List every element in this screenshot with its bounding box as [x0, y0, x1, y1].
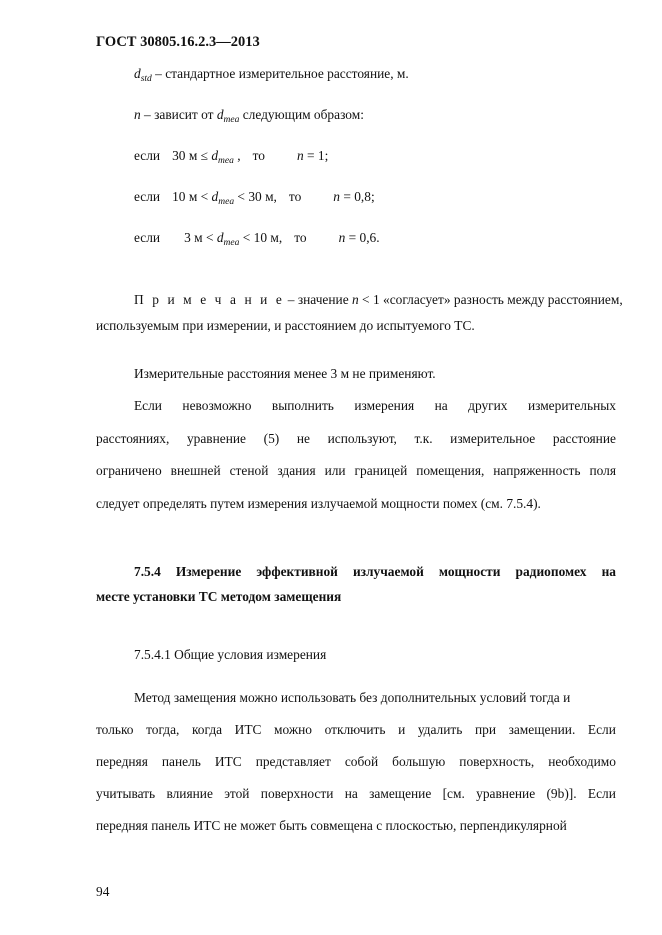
word: Если	[587, 722, 616, 737]
word: передняя	[96, 754, 148, 769]
word: можно	[274, 722, 312, 737]
section-heading-line-2: месте установки ТС методом замещения	[96, 589, 342, 604]
word: представляет	[255, 754, 331, 769]
word: других	[468, 398, 508, 413]
condition-value: = 0,8;	[339, 189, 375, 204]
word: ИТС	[214, 754, 242, 769]
condition-n: n	[338, 230, 346, 245]
condition-value: = 0,6.	[345, 230, 380, 245]
word: учитывать	[96, 786, 156, 801]
dstd-symbol: d	[134, 66, 141, 81]
word: стеной	[229, 463, 269, 478]
note-label: П р и м е ч а н и е	[134, 292, 285, 307]
word: Измерение	[175, 564, 242, 579]
word: только	[96, 722, 134, 737]
word: замещение	[369, 786, 432, 801]
definition-dstd	[134, 66, 409, 84]
dstd-subscript: std	[140, 74, 152, 84]
word: (5)	[263, 431, 280, 446]
word: внешней	[170, 463, 221, 478]
section-number: 7.5.4	[134, 564, 161, 579]
dmea-subscript: mea	[223, 115, 240, 125]
condition-d: d	[216, 230, 224, 245]
word: при	[474, 722, 496, 737]
document-header: ГОСТ 30805.16.2.3—2013	[96, 34, 260, 50]
word: Если	[587, 786, 616, 801]
note-line-1	[134, 292, 623, 308]
note-line-2: используемым при измерении, и расстоянием до испытуемого ТС.	[96, 318, 475, 333]
note-text-a: – значение	[284, 292, 352, 307]
paragraph-line: следует определять путем измерения излучаемой мощности помех (см. 7.5.4).	[96, 496, 541, 511]
condition-range: 10 м <	[172, 189, 212, 204]
word: мощности	[438, 564, 501, 579]
section-heading-line-1	[134, 564, 616, 580]
word: расстояние	[552, 431, 616, 446]
dstd-text: – стандартное измерительное расстояние, м.	[151, 66, 409, 81]
word: ИТС	[234, 722, 262, 737]
word: поверхность,	[459, 754, 535, 769]
word: этой	[224, 786, 250, 801]
paragraph-line	[96, 754, 616, 770]
condition-row	[134, 189, 375, 207]
word: тогда,	[146, 722, 180, 737]
condition-row	[134, 148, 328, 166]
word: уравнение	[186, 431, 246, 446]
word: Если	[134, 398, 162, 413]
word: ограничено	[96, 463, 162, 478]
note-n-symbol: n	[352, 292, 359, 307]
n-symbol: n	[134, 107, 141, 122]
condition-d: d	[211, 148, 219, 163]
word: т.к.	[414, 431, 433, 446]
condition-if: если	[134, 148, 161, 163]
condition-if: если	[134, 230, 161, 245]
condition-value: = 1;	[303, 148, 329, 163]
paragraph-line: Метод замещения можно использовать без дополнительных условий тогда и	[134, 690, 571, 705]
condition-sub: mea	[218, 197, 235, 207]
paragraph-line	[96, 463, 616, 479]
condition-then: то	[294, 230, 307, 245]
word: эффективной	[256, 564, 338, 579]
word: измерительное	[450, 431, 536, 446]
word: на	[601, 564, 616, 579]
word: (9b)].	[546, 786, 577, 801]
condition-sub: mea	[218, 156, 234, 166]
definition-n	[134, 107, 364, 125]
subsection-heading: 7.5.4.1 Общие условия измерения	[134, 647, 327, 662]
paragraph-line	[96, 431, 616, 447]
word: панель	[161, 754, 201, 769]
word: на	[344, 786, 358, 801]
word: не	[296, 431, 310, 446]
condition-then: то	[288, 189, 302, 204]
condition-if: если	[134, 189, 161, 204]
word: используют,	[327, 431, 397, 446]
word: уравнение	[476, 786, 536, 801]
word: на	[434, 398, 448, 413]
word: необходимо	[548, 754, 616, 769]
condition-n: n	[296, 148, 304, 163]
condition-range-end: ,	[233, 148, 241, 163]
note-text-b: < 1 «согласует» разность между расстоянием,	[358, 292, 623, 307]
condition-range-end: < 10 м,	[239, 230, 283, 245]
condition-then: то	[252, 148, 265, 163]
word: измерения	[354, 398, 415, 413]
n-text-a: – зависит от	[140, 107, 217, 122]
word: и	[398, 722, 406, 737]
paragraph-line	[96, 786, 616, 802]
word: невозможно	[182, 398, 252, 413]
word: выполнить	[271, 398, 334, 413]
page-number: 94	[96, 884, 110, 899]
word: излучаемой	[352, 564, 424, 579]
word: влияние	[166, 786, 213, 801]
word: замещении.	[508, 722, 576, 737]
word: расстояниях,	[96, 431, 170, 446]
condition-d: d	[211, 189, 219, 204]
word: большую	[392, 754, 446, 769]
word: здания	[277, 463, 316, 478]
word: собой	[344, 754, 379, 769]
condition-range-end: < 30 м,	[234, 189, 277, 204]
n-text-b: следующим образом:	[239, 107, 364, 122]
word: измерительных	[527, 398, 616, 413]
word: поля	[589, 463, 616, 478]
condition-sub: mea	[223, 238, 240, 248]
word: удалить	[417, 722, 463, 737]
word: когда	[191, 722, 223, 737]
paragraph-line	[96, 722, 616, 738]
paragraph-line	[134, 398, 616, 414]
condition-row	[134, 230, 380, 248]
word: радиопомех	[515, 564, 587, 579]
word: отключить	[324, 722, 386, 737]
word: или	[324, 463, 346, 478]
condition-range: 3 м <	[184, 230, 217, 245]
paragraph-line: передняя панель ИТС не может быть совмещена с плоскостью, перпендикулярной	[96, 818, 567, 833]
word: напряженность	[493, 463, 581, 478]
condition-range: 30 м ≤	[172, 148, 212, 163]
dmea-symbol: d	[216, 107, 224, 122]
condition-n: n	[333, 189, 340, 204]
word: помещения,	[416, 463, 485, 478]
word: поверхности	[260, 786, 334, 801]
word: [см.	[442, 786, 465, 801]
word: границей	[354, 463, 408, 478]
paragraph-distance-limit: Измерительные расстояния менее 3 м не применяют.	[134, 366, 436, 381]
